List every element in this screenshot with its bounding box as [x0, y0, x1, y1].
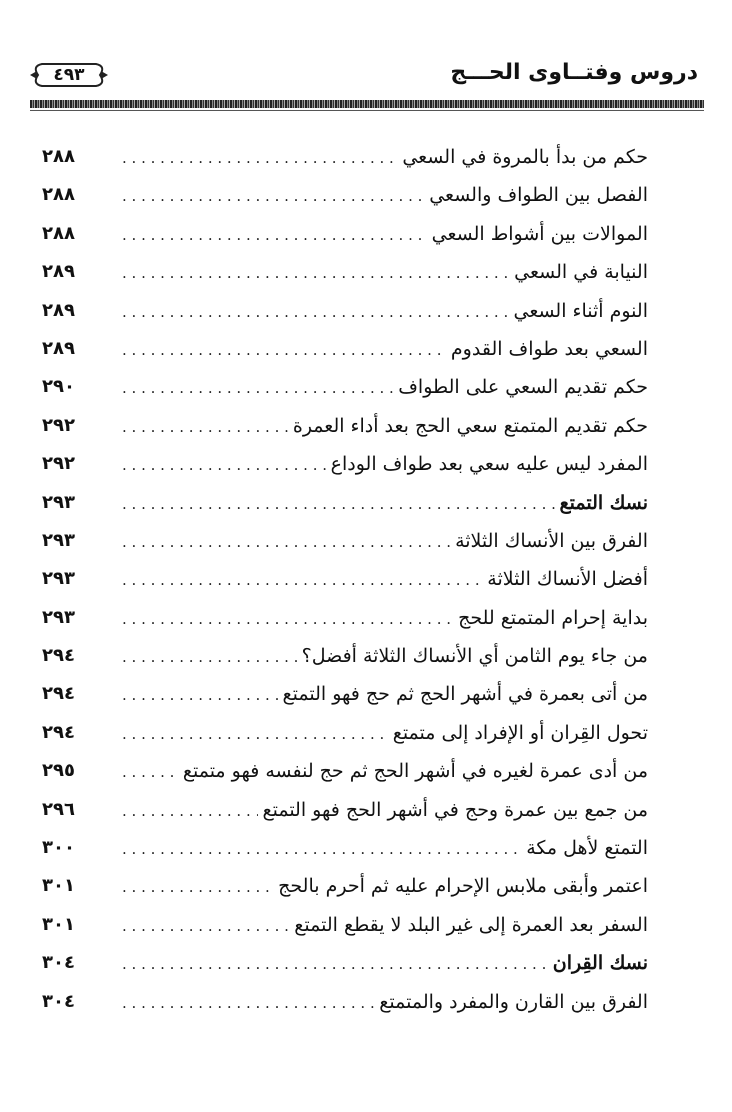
toc-entry-page: ٢٩٢ [42, 414, 75, 436]
toc-entry [36, 332, 648, 370]
toc-entry [36, 140, 648, 178]
toc-entry-title: النيابة في السعي [514, 261, 648, 284]
toc-entry-page: ٢٨٩ [42, 261, 75, 283]
toc-entry-page: ٢٨٩ [42, 337, 75, 359]
dot-leader [122, 264, 510, 282]
toc-entry-title: تحول القِران أو الإفراد إلى متمتع [392, 721, 648, 744]
toc-entry-title: من أتى بعمرة في أشهر الحج ثم حج فهو التمتع [282, 683, 648, 706]
toc-entry-page: ٢٩٤ [42, 721, 75, 743]
toc-entry-page: ٢٩٢ [42, 453, 75, 475]
dot-leader [122, 379, 394, 397]
toc-entry [36, 409, 648, 447]
dot-leader [122, 686, 279, 704]
dot-leader [122, 571, 483, 589]
toc-entry-title: النوم أثناء السعي [513, 299, 648, 322]
toc-section-heading [36, 486, 648, 524]
toc-entry-page: ٣٠١ [42, 875, 75, 897]
dot-leader [122, 610, 454, 628]
toc-entry [36, 255, 648, 293]
dot-leader [122, 802, 258, 820]
toc-entry-title: السفر بعد العمرة إلى غير البلد لا يقطع التمتع [294, 913, 648, 936]
dot-leader [122, 187, 425, 205]
dot-leader [122, 955, 549, 973]
toc-entry-title: نسك القِران [552, 952, 648, 975]
table-of-contents [36, 140, 648, 1023]
page-header [28, 56, 704, 102]
toc-entry [36, 178, 648, 216]
toc-entry-page: ٢٩٤ [42, 683, 75, 705]
toc-entry-title: حكم تقديم المتمتع سعي الحج بعد أداء العمرة [292, 414, 648, 437]
dot-leader [122, 226, 428, 244]
toc-entry-page: ٢٩٦ [42, 798, 75, 820]
toc-entry [36, 370, 648, 408]
dot-leader [122, 994, 375, 1012]
page-number: ٤٩٣ [53, 65, 85, 85]
toc-entry [36, 869, 648, 907]
dot-leader [122, 418, 289, 436]
toc-entry [36, 639, 648, 677]
dot-leader [122, 917, 290, 935]
toc-entry-title: المفرد ليس عليه سعي بعد طواف الوداع [330, 453, 648, 476]
dot-leader [122, 495, 556, 513]
toc-entry [36, 793, 648, 831]
toc-entry-title: الفرق بين الأنساك الثلاثة [455, 529, 648, 552]
toc-entry-page: ٢٩٣ [42, 568, 75, 590]
toc-entry-title: من أدى عمرة لغيره في أشهر الحج ثم حج لنفسه فهو متمتع [182, 760, 648, 783]
toc-entry-title: الموالات بين أشواط السعي [431, 222, 648, 245]
toc-entry-page: ٢٩٣ [42, 529, 75, 551]
header-rule-thin [30, 110, 704, 111]
dot-leader [122, 840, 522, 858]
dot-leader [122, 648, 298, 666]
toc-entry [36, 294, 648, 332]
toc-entry-title: نسك التمتع [559, 491, 648, 514]
toc-entry-title: حكم من بدأ بالمروة في السعي [402, 146, 648, 168]
toc-entry-title: التمتع لأهل مكة [526, 837, 648, 860]
toc-entry [36, 601, 648, 639]
dot-leader [122, 149, 398, 167]
dot-leader [122, 303, 509, 321]
toc-entry [36, 524, 648, 562]
dot-leader [122, 533, 451, 551]
toc-entry-page: ٢٨٨ [42, 184, 75, 206]
toc-entry-title: حكم تقديم السعي على الطواف [398, 376, 648, 399]
toc-entry-page: ٣٠١ [42, 913, 75, 935]
toc-section-heading [36, 946, 648, 984]
toc-entry-page: ٢٨٨ [42, 222, 75, 244]
page-number-badge [28, 60, 110, 90]
toc-entry [36, 562, 648, 600]
toc-entry-title: الفصل بين الطواف والسعي [429, 184, 648, 207]
toc-entry-page: ٢٩٣ [42, 606, 75, 628]
toc-entry-title: بداية إحرام المتمتع للحج [458, 606, 648, 629]
dot-leader [122, 878, 274, 896]
toc-entry-page: ٢٩٣ [42, 491, 75, 513]
toc-entry [36, 716, 648, 754]
toc-entry [36, 447, 648, 485]
dot-leader [122, 341, 447, 359]
toc-entry-page: ٢٩٥ [42, 760, 75, 782]
toc-entry-page: ٣٠٠ [42, 837, 75, 859]
toc-entry [36, 985, 648, 1023]
dot-leader [122, 456, 327, 474]
toc-entry [36, 217, 648, 255]
toc-entry [36, 831, 648, 869]
toc-entry-title: اعتمر وأبقى ملابس الإحرام عليه ثم أحرم بالحج [278, 875, 648, 898]
header-rule [30, 100, 704, 108]
book-title: دروس وفتــاوى الحـــج [450, 60, 698, 85]
toc-entry-title: أفضل الأنساك الثلاثة [487, 568, 648, 591]
toc-entry-page: ٣٠٤ [42, 952, 75, 974]
toc-entry-page: ٢٩٠ [42, 376, 75, 398]
toc-entry-page: ٢٩٤ [42, 645, 75, 667]
toc-entry [36, 754, 648, 792]
toc-entry-page: ٢٨٨ [42, 146, 75, 167]
dot-leader [122, 725, 389, 743]
toc-entry-title: من جاء يوم الثامن أي الأنساك الثلاثة أفضل؟ [301, 645, 648, 668]
toc-entry-page: ٢٨٩ [42, 299, 75, 321]
toc-entry-title: الفرق بين القارن والمفرد والمتمتع [379, 990, 648, 1013]
toc-entry [36, 908, 648, 946]
toc-entry [36, 677, 648, 715]
dot-leader [122, 763, 179, 781]
toc-entry-title: السعي بعد طواف القدوم [450, 337, 648, 360]
toc-entry-title: من جمع بين عمرة وحج في أشهر الحج فهو التمتع [262, 798, 648, 821]
toc-entry-page: ٣٠٤ [42, 990, 75, 1012]
